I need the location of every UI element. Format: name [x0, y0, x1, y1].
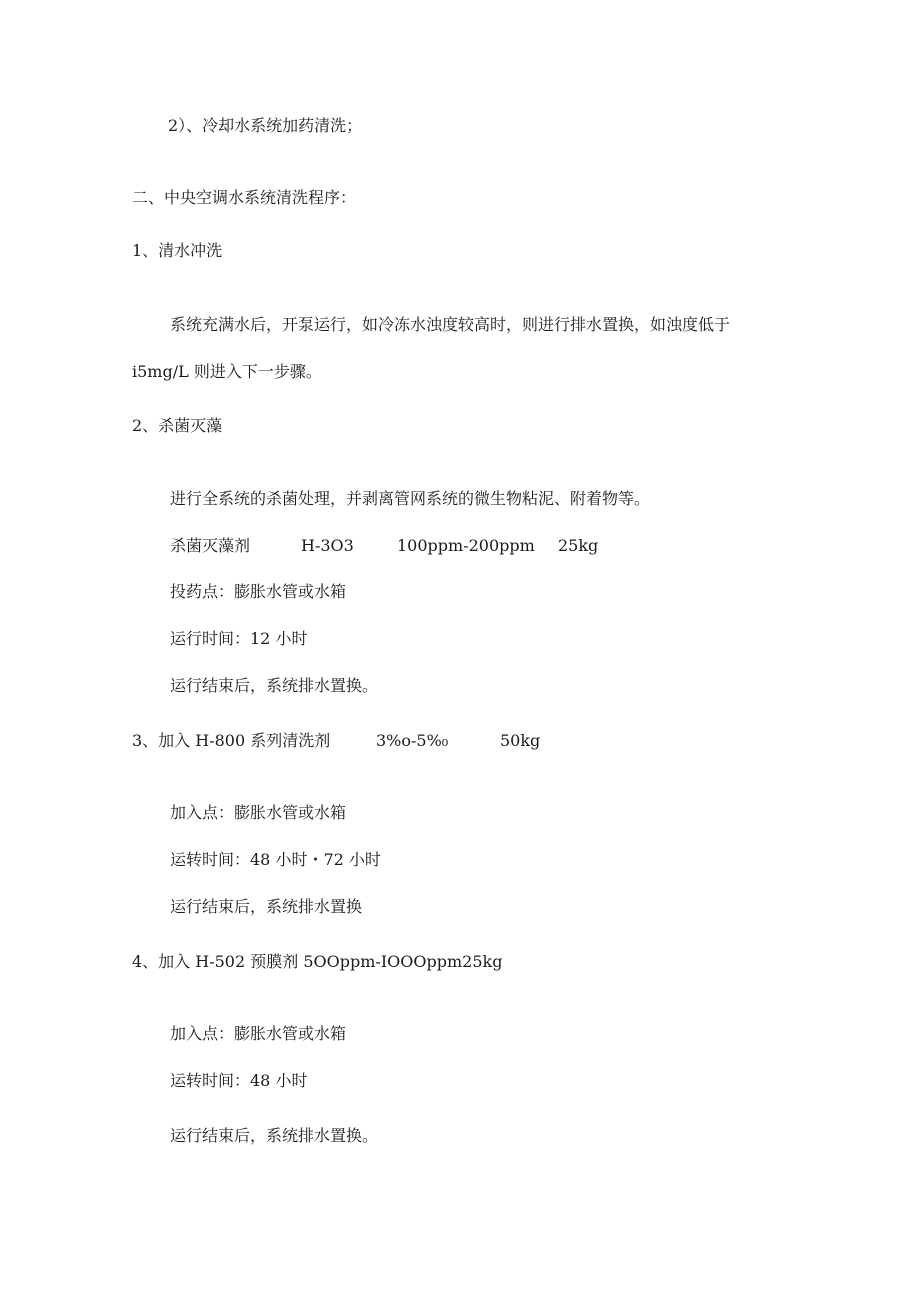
agent-code: H-3O3: [301, 536, 354, 555]
step2-run-time: 运行时间：12 小时: [170, 629, 308, 648]
step4-heading: 4、加入 H-502 预膜剂 5OOppm-IOOOppm25kg: [132, 952, 503, 971]
agent-amount: 25kg: [558, 536, 599, 555]
step4-run-time: 运转时间：48 小时: [170, 1071, 308, 1090]
step3-heading: 3、加入 H-800 系列清洗剂: [132, 731, 331, 750]
step1-heading: 1、清水冲洗: [132, 241, 223, 260]
step2-after-run: 运行结束后，系统排水置换。: [170, 676, 379, 695]
step4-dosing-point: 加入点：膨胀水管或水箱: [170, 1024, 347, 1043]
step3-dosing-point: 加入点：膨胀水管或水箱: [170, 803, 347, 822]
step3-run-time: 运转时间：48 小时・72 小时: [170, 850, 381, 869]
step3-amount: 50kg: [500, 731, 541, 750]
section-heading-cleaning-procedure: 二、中央空调水系统清洗程序：: [132, 188, 357, 207]
step2-dosing-point: 投药点：膨胀水管或水箱: [170, 582, 347, 601]
step3-dosage: 3%o-5%₀: [376, 731, 449, 750]
step1-paragraph-line1: 系统充满水后，开泵运行，如冷冻水浊度较高时，则进行排水置换，如浊度低于: [170, 315, 731, 334]
step2-heading: 2、杀菌灭藻: [132, 416, 223, 435]
agent-name: 杀菌灭藻剂: [170, 536, 251, 555]
step3-after-run: 运行结束后，系统排水置换: [170, 897, 363, 916]
sub-item-cooling-water-dosing: 2）、冷却水系统加药清洗；: [168, 116, 363, 135]
step2-paragraph: 进行全系统的杀菌处理，并剥离管网系统的微生物粘泥、附着物等。: [170, 489, 651, 508]
agent-dosage: 100ppm-200ppm: [397, 536, 535, 555]
step1-paragraph-line2: i5mg/L 则进入下一步骤。: [132, 362, 322, 381]
step4-after-run: 运行结束后，系统排水置换。: [170, 1126, 379, 1145]
